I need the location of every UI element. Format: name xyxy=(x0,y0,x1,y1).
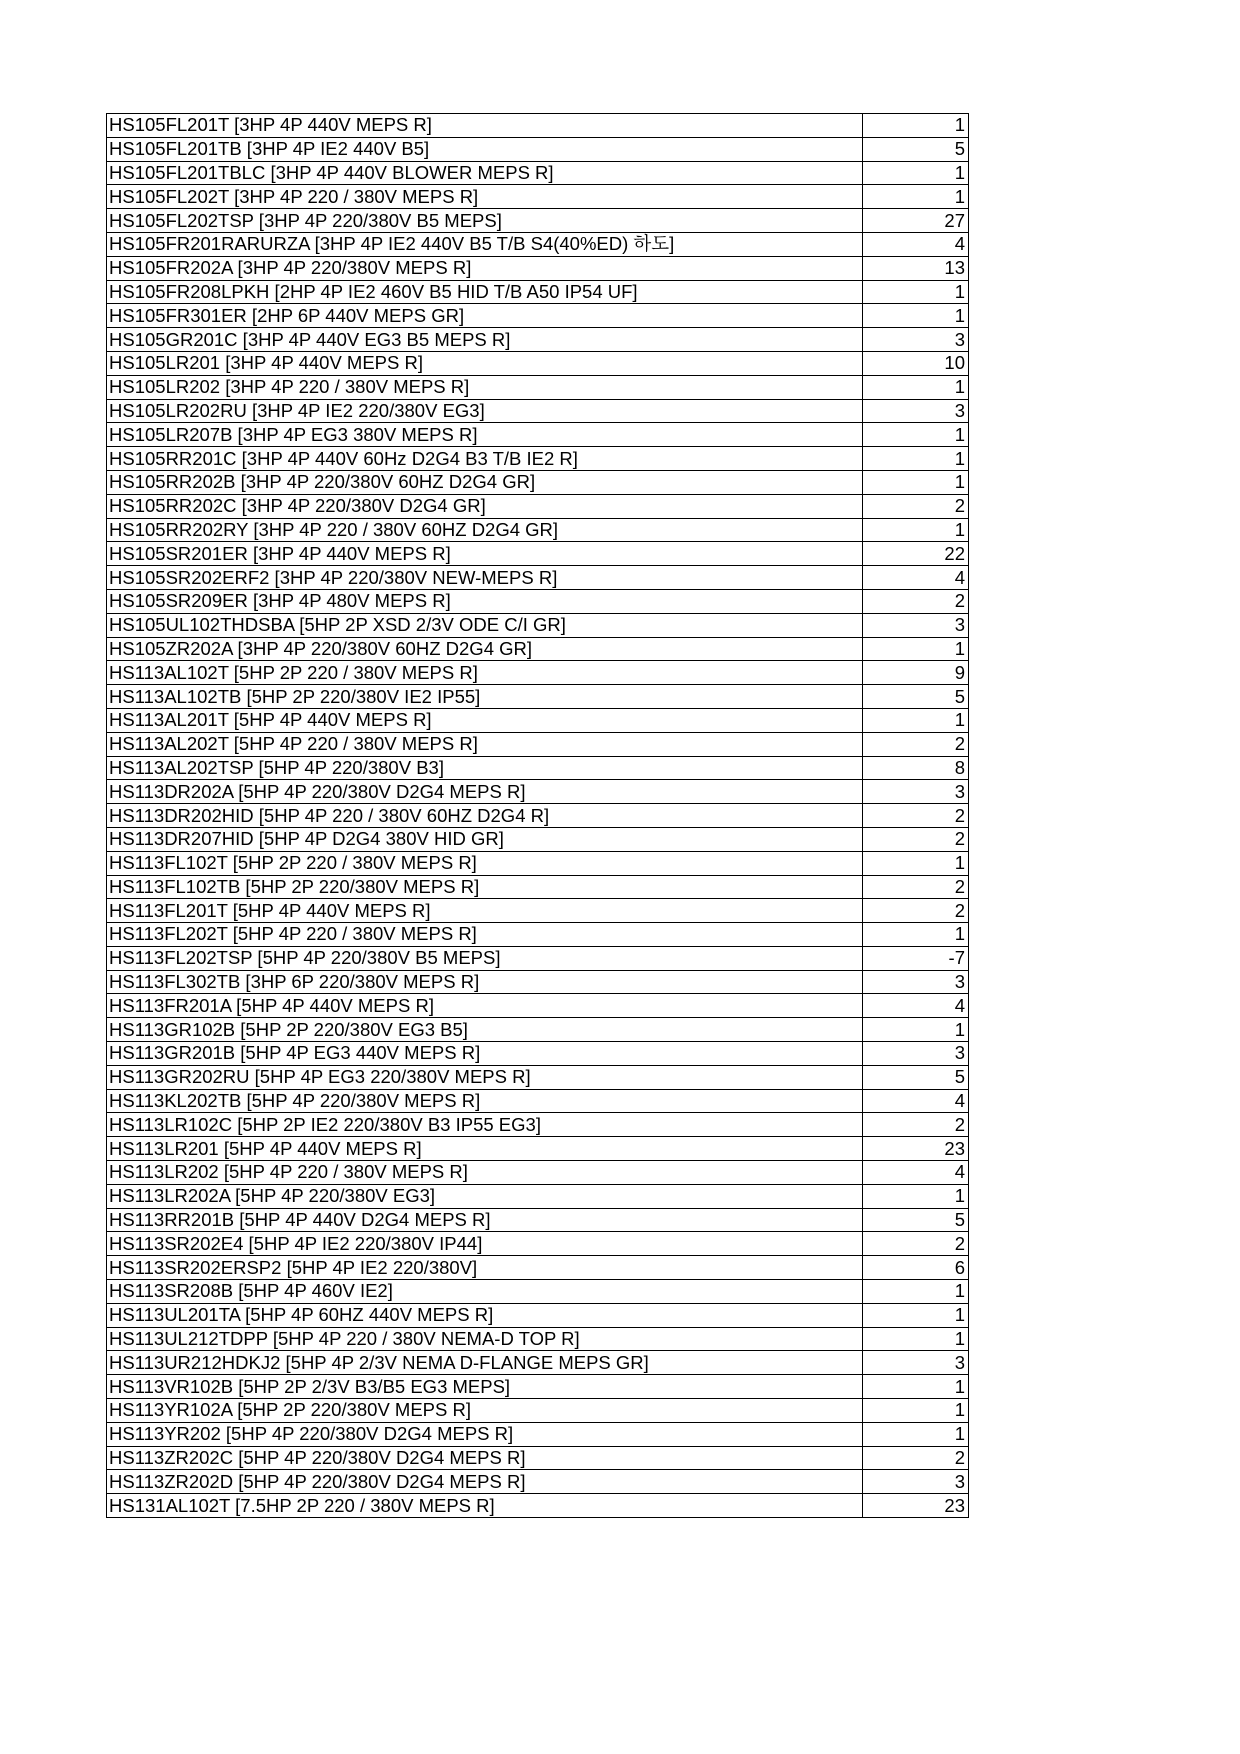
item-description-cell: HS105LR202 [3HP 4P 220 / 380V MEPS R] xyxy=(107,375,863,399)
item-description-cell: HS105FR201RARURZA [3HP 4P IE2 440V B5 T/B S4(40%ED) 하도] xyxy=(107,232,863,256)
table-row xyxy=(107,780,969,804)
quantity-cell: 6 xyxy=(863,1256,969,1280)
table-row xyxy=(107,423,969,447)
item-description-cell: HS113GR201B [5HP 4P EG3 440V MEPS R] xyxy=(107,1042,863,1066)
table-row xyxy=(107,1256,969,1280)
quantity-cell: 1 xyxy=(863,185,969,209)
item-description-cell: HS113ZR202D [5HP 4P 220/380V D2G4 MEPS R] xyxy=(107,1470,863,1494)
table-row xyxy=(107,875,969,899)
item-description-cell: HS113GR102B [5HP 2P 220/380V EG3 B5] xyxy=(107,1018,863,1042)
item-description-cell: HS113LR102C [5HP 2P IE2 220/380V B3 IP55 EG3] xyxy=(107,1113,863,1137)
item-description-cell: HS113YR102A [5HP 2P 220/380V MEPS R] xyxy=(107,1399,863,1423)
quantity-cell: 3 xyxy=(863,613,969,637)
item-description-cell: HS113VR102B [5HP 2P 2/3V B3/B5 EG3 MEPS] xyxy=(107,1375,863,1399)
item-description-cell: HS113FL102T [5HP 2P 220 / 380V MEPS R] xyxy=(107,851,863,875)
table-row xyxy=(107,708,969,732)
table-row xyxy=(107,804,969,828)
table-row xyxy=(107,923,969,947)
quantity-cell: 2 xyxy=(863,899,969,923)
table-row xyxy=(107,994,969,1018)
quantity-cell: 5 xyxy=(863,685,969,709)
quantity-cell: 1 xyxy=(863,637,969,661)
quantity-cell: 10 xyxy=(863,351,969,375)
table-row xyxy=(107,1422,969,1446)
item-description-cell: HS105FL201TB [3HP 4P IE2 440V B5] xyxy=(107,137,863,161)
quantity-cell: 1 xyxy=(863,1375,969,1399)
table-row xyxy=(107,851,969,875)
table-row xyxy=(107,447,969,471)
table-row xyxy=(107,827,969,851)
table-row xyxy=(107,946,969,970)
quantity-cell: 22 xyxy=(863,542,969,566)
table-row xyxy=(107,1065,969,1089)
table-row xyxy=(107,137,969,161)
table-row xyxy=(107,494,969,518)
inventory-table-body xyxy=(107,114,969,1518)
table-row xyxy=(107,1232,969,1256)
table-row xyxy=(107,1470,969,1494)
item-description-cell: HS113FR201A [5HP 4P 440V MEPS R] xyxy=(107,994,863,1018)
quantity-cell: 1 xyxy=(863,375,969,399)
quantity-cell: 4 xyxy=(863,232,969,256)
quantity-cell: 1 xyxy=(863,447,969,471)
quantity-cell: 1 xyxy=(863,1399,969,1423)
item-description-cell: HS105RR202B [3HP 4P 220/380V 60HZ D2G4 GR] xyxy=(107,470,863,494)
item-description-cell: HS105SR209ER [3HP 4P 480V MEPS R] xyxy=(107,589,863,613)
item-description-cell: HS105ZR202A [3HP 4P 220/380V 60HZ D2G4 GR] xyxy=(107,637,863,661)
table-row xyxy=(107,209,969,233)
table-row xyxy=(107,185,969,209)
quantity-cell: 3 xyxy=(863,328,969,352)
item-description-cell: HS105SR201ER [3HP 4P 440V MEPS R] xyxy=(107,542,863,566)
item-description-cell: HS113DR202A [5HP 4P 220/380V D2G4 MEPS R] xyxy=(107,780,863,804)
item-description-cell: HS113FL102TB [5HP 2P 220/380V MEPS R] xyxy=(107,875,863,899)
table-row xyxy=(107,1089,969,1113)
item-description-cell: HS131AL102T [7.5HP 2P 220 / 380V MEPS R] xyxy=(107,1494,863,1518)
inventory-table xyxy=(106,113,969,1518)
item-description-cell: HS113SR208B [5HP 4P 460V IE2] xyxy=(107,1280,863,1304)
quantity-cell: 1 xyxy=(863,1018,969,1042)
table-row xyxy=(107,542,969,566)
table-row xyxy=(107,685,969,709)
item-description-cell: HS105FL202TSP [3HP 4P 220/380V B5 MEPS] xyxy=(107,209,863,233)
item-description-cell: HS105RR201C [3HP 4P 440V 60Hz D2G4 B3 T/B IE2 R] xyxy=(107,447,863,471)
quantity-cell: 1 xyxy=(863,851,969,875)
table-row xyxy=(107,756,969,780)
item-description-cell: HS113AL102T [5HP 2P 220 / 380V MEPS R] xyxy=(107,661,863,685)
item-description-cell: HS113DR207HID [5HP 4P D2G4 380V HID GR] xyxy=(107,827,863,851)
item-description-cell: HS113DR202HID [5HP 4P 220 / 380V 60HZ D2G4 R] xyxy=(107,804,863,828)
quantity-cell: 1 xyxy=(863,304,969,328)
quantity-cell: 1 xyxy=(863,1184,969,1208)
quantity-cell: 1 xyxy=(863,518,969,542)
quantity-cell: 1 xyxy=(863,470,969,494)
quantity-cell: 2 xyxy=(863,1446,969,1470)
item-description-cell: HS113FL202T [5HP 4P 220 / 380V MEPS R] xyxy=(107,923,863,947)
quantity-cell: 13 xyxy=(863,256,969,280)
item-description-cell: HS105FL202T [3HP 4P 220 / 380V MEPS R] xyxy=(107,185,863,209)
quantity-cell: 2 xyxy=(863,589,969,613)
table-row xyxy=(107,661,969,685)
quantity-cell: 2 xyxy=(863,732,969,756)
quantity-cell: 1 xyxy=(863,1303,969,1327)
quantity-cell: 3 xyxy=(863,1351,969,1375)
table-row xyxy=(107,899,969,923)
item-description-cell: HS105LR207B [3HP 4P EG3 380V MEPS R] xyxy=(107,423,863,447)
quantity-cell: 3 xyxy=(863,970,969,994)
table-row xyxy=(107,232,969,256)
table-row xyxy=(107,1137,969,1161)
table-row xyxy=(107,970,969,994)
quantity-cell: 2 xyxy=(863,804,969,828)
item-description-cell: HS113AL102TB [5HP 2P 220/380V IE2 IP55] xyxy=(107,685,863,709)
item-description-cell: HS113UL201TA [5HP 4P 60HZ 440V MEPS R] xyxy=(107,1303,863,1327)
quantity-cell: 3 xyxy=(863,1042,969,1066)
item-description-cell: HS113RR201B [5HP 4P 440V D2G4 MEPS R] xyxy=(107,1208,863,1232)
item-description-cell: HS105UL102THDSBA [5HP 2P XSD 2/3V ODE C/I GR] xyxy=(107,613,863,637)
table-row xyxy=(107,1351,969,1375)
quantity-cell: 1 xyxy=(863,708,969,732)
item-description-cell: HS113UL212TDPP [5HP 4P 220 / 380V NEMA-D TOP R] xyxy=(107,1327,863,1351)
table-row xyxy=(107,280,969,304)
table-row xyxy=(107,161,969,185)
quantity-cell: 1 xyxy=(863,1280,969,1304)
table-row xyxy=(107,1018,969,1042)
item-description-cell: HS105SR202ERF2 [3HP 4P 220/380V NEW-MEPS R] xyxy=(107,566,863,590)
table-row xyxy=(107,1399,969,1423)
table-row xyxy=(107,637,969,661)
table-row xyxy=(107,1303,969,1327)
table-row xyxy=(107,566,969,590)
item-description-cell: HS113KL202TB [5HP 4P 220/380V MEPS R] xyxy=(107,1089,863,1113)
table-row xyxy=(107,1208,969,1232)
quantity-cell: 3 xyxy=(863,399,969,423)
table-row xyxy=(107,1280,969,1304)
item-description-cell: HS113FL202TSP [5HP 4P 220/380V B5 MEPS] xyxy=(107,946,863,970)
item-description-cell: HS105FR301ER [2HP 6P 440V MEPS GR] xyxy=(107,304,863,328)
quantity-cell: 23 xyxy=(863,1137,969,1161)
item-description-cell: HS113UR212HDKJ2 [5HP 4P 2/3V NEMA D-FLANGE MEPS GR] xyxy=(107,1351,863,1375)
table-row xyxy=(107,1161,969,1185)
item-description-cell: HS105GR201C [3HP 4P 440V EG3 B5 MEPS R] xyxy=(107,328,863,352)
item-description-cell: HS105FL201TBLC [3HP 4P 440V BLOWER MEPS R] xyxy=(107,161,863,185)
quantity-cell: -7 xyxy=(863,946,969,970)
item-description-cell: HS113FL302TB [3HP 6P 220/380V MEPS R] xyxy=(107,970,863,994)
quantity-cell: 3 xyxy=(863,780,969,804)
item-description-cell: HS113LR202 [5HP 4P 220 / 380V MEPS R] xyxy=(107,1161,863,1185)
table-row xyxy=(107,589,969,613)
table-row xyxy=(107,1113,969,1137)
quantity-cell: 4 xyxy=(863,1161,969,1185)
item-description-cell: HS105FR202A [3HP 4P 220/380V MEPS R] xyxy=(107,256,863,280)
table-row xyxy=(107,304,969,328)
quantity-cell: 5 xyxy=(863,137,969,161)
quantity-cell: 1 xyxy=(863,161,969,185)
item-description-cell: HS105RR202C [3HP 4P 220/380V D2G4 GR] xyxy=(107,494,863,518)
quantity-cell: 1 xyxy=(863,114,969,138)
quantity-cell: 2 xyxy=(863,875,969,899)
item-description-cell: HS113AL201T [5HP 4P 440V MEPS R] xyxy=(107,708,863,732)
item-description-cell: HS113SR202E4 [5HP 4P IE2 220/380V IP44] xyxy=(107,1232,863,1256)
table-row xyxy=(107,351,969,375)
table-row xyxy=(107,399,969,423)
table-row xyxy=(107,1375,969,1399)
quantity-cell: 1 xyxy=(863,423,969,447)
item-description-cell: HS113AL202TSP [5HP 4P 220/380V B3] xyxy=(107,756,863,780)
quantity-cell: 2 xyxy=(863,1113,969,1137)
quantity-cell: 5 xyxy=(863,1208,969,1232)
table-row xyxy=(107,732,969,756)
quantity-cell: 23 xyxy=(863,1494,969,1518)
table-row xyxy=(107,1494,969,1518)
quantity-cell: 3 xyxy=(863,1470,969,1494)
quantity-cell: 5 xyxy=(863,1065,969,1089)
table-row xyxy=(107,1184,969,1208)
item-description-cell: HS113SR202ERSP2 [5HP 4P IE2 220/380V] xyxy=(107,1256,863,1280)
item-description-cell: HS113LR202A [5HP 4P 220/380V EG3] xyxy=(107,1184,863,1208)
quantity-cell: 8 xyxy=(863,756,969,780)
item-description-cell: HS113LR201 [5HP 4P 440V MEPS R] xyxy=(107,1137,863,1161)
item-description-cell: HS105LR202RU [3HP 4P IE2 220/380V EG3] xyxy=(107,399,863,423)
quantity-cell: 4 xyxy=(863,994,969,1018)
item-description-cell: HS113ZR202C [5HP 4P 220/380V D2G4 MEPS R] xyxy=(107,1446,863,1470)
item-description-cell: HS113FL201T [5HP 4P 440V MEPS R] xyxy=(107,899,863,923)
item-description-cell: HS105LR201 [3HP 4P 440V MEPS R] xyxy=(107,351,863,375)
item-description-cell: HS113AL202T [5HP 4P 220 / 380V MEPS R] xyxy=(107,732,863,756)
quantity-cell: 1 xyxy=(863,923,969,947)
quantity-cell: 2 xyxy=(863,1232,969,1256)
table-row xyxy=(107,375,969,399)
table-row xyxy=(107,613,969,637)
quantity-cell: 4 xyxy=(863,1089,969,1113)
quantity-cell: 1 xyxy=(863,1327,969,1351)
table-row xyxy=(107,328,969,352)
quantity-cell: 2 xyxy=(863,827,969,851)
quantity-cell: 1 xyxy=(863,1422,969,1446)
quantity-cell: 2 xyxy=(863,494,969,518)
quantity-cell: 27 xyxy=(863,209,969,233)
quantity-cell: 9 xyxy=(863,661,969,685)
item-description-cell: HS105RR202RY [3HP 4P 220 / 380V 60HZ D2G4 GR] xyxy=(107,518,863,542)
table-row xyxy=(107,256,969,280)
table-row xyxy=(107,1446,969,1470)
item-description-cell: HS105FL201T [3HP 4P 440V MEPS R] xyxy=(107,114,863,138)
quantity-cell: 1 xyxy=(863,280,969,304)
quantity-cell: 4 xyxy=(863,566,969,590)
item-description-cell: HS113GR202RU [5HP 4P EG3 220/380V MEPS R] xyxy=(107,1065,863,1089)
table-row xyxy=(107,470,969,494)
table-row xyxy=(107,518,969,542)
item-description-cell: HS105FR208LPKH [2HP 4P IE2 460V B5 HID T/B A50 IP54 UF] xyxy=(107,280,863,304)
item-description-cell: HS113YR202 [5HP 4P 220/380V D2G4 MEPS R] xyxy=(107,1422,863,1446)
table-row xyxy=(107,114,969,138)
table-row xyxy=(107,1042,969,1066)
table-row xyxy=(107,1327,969,1351)
